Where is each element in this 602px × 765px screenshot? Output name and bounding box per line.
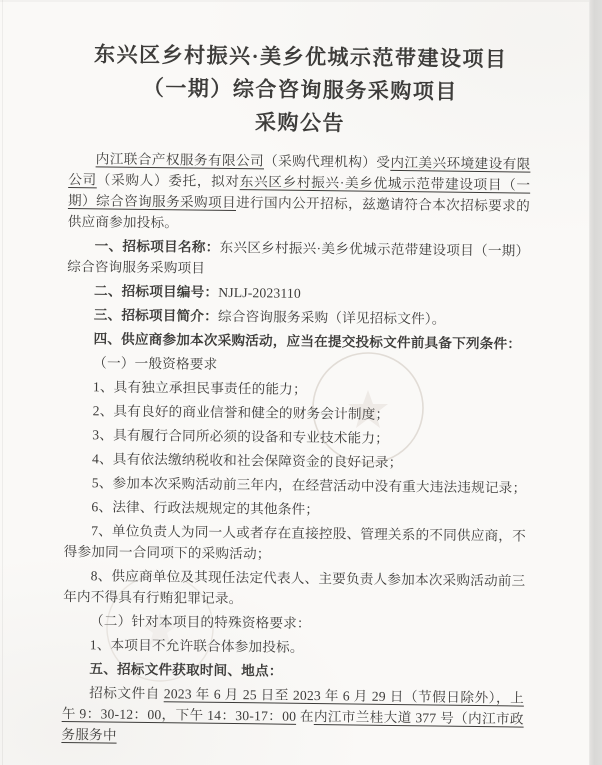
text-segment: NJLJ-2023110 bbox=[218, 284, 302, 301]
paragraph bbox=[64, 496, 526, 523]
document-content bbox=[61, 38, 532, 754]
paragraph bbox=[65, 424, 527, 451]
text-segment: 1、具有独立承担民事责任的能力； bbox=[92, 379, 307, 397]
paragraph bbox=[62, 634, 524, 661]
text-segment: （二）针对本项目的特殊资格要求： bbox=[89, 613, 311, 631]
text-segment: 内江美兴环境建设有限公司 bbox=[68, 154, 531, 188]
text-segment: 五、招标文件获取时间、地点： bbox=[89, 661, 283, 679]
paragraph bbox=[64, 520, 526, 568]
paragraph bbox=[63, 565, 525, 613]
paragraph bbox=[67, 235, 529, 283]
paragraph bbox=[66, 304, 528, 331]
text-segment: （采购人）委托，拟对 bbox=[96, 172, 240, 190]
paragraph bbox=[68, 148, 531, 238]
text-segment: 5、参加本次采购活动前三年内，在经营活动中没有重大违法违规记录； bbox=[91, 475, 527, 496]
text-segment: 一、招标项目名称： bbox=[94, 238, 220, 255]
text-segment: 6、法律、行政法规规定的其他条件； bbox=[91, 499, 320, 518]
text-segment: 4、具有依法缴纳税收和社会保障资金的良好记录； bbox=[91, 451, 403, 471]
text-segment: 8、供应商单位及其现任法定代表人、主要负责人参加本次采购活动前三年内不得具有行贿犯罪记录。 bbox=[63, 568, 526, 607]
text-segment: 东兴区乡村振兴·美乡优城示范带建设项目（一期）综合咨询服务采购项目 bbox=[67, 174, 531, 211]
paragraph bbox=[66, 328, 528, 355]
text-segment: 1、本项目不允许联合体参加投标。 bbox=[89, 637, 304, 655]
text-segment: 东兴区乡村振兴·美乡优城示范带建设项目（一期）综合咨询服务采购项目 bbox=[67, 239, 530, 276]
text-segment: 内江市兰桂大道 377 号（内江市政务服务中 bbox=[61, 709, 524, 743]
text-segment: 三、招标项目简介： bbox=[93, 307, 219, 324]
page-left-edge-shadow bbox=[2, 0, 3, 765]
page-title bbox=[69, 38, 532, 143]
text-segment: 二、招标项目编号： bbox=[94, 283, 219, 300]
document-body bbox=[61, 148, 530, 751]
title-line: 东兴区乡村振兴·美乡优城示范带建设项目 bbox=[93, 42, 508, 72]
page-right-edge-shadow bbox=[589, 0, 602, 765]
text-segment: 7、单位负责人为同一人或者存在直接控股、管理关系的不同供应商，不得参加同一合同项下的采购活动； bbox=[63, 523, 527, 562]
text-segment: 2、具有良好的商业信誉和健全的财务会计制度； bbox=[92, 403, 390, 422]
paragraph bbox=[64, 472, 526, 499]
title-line: 采购公告 bbox=[254, 110, 346, 136]
paragraph bbox=[65, 448, 527, 475]
text-segment: 在 bbox=[296, 708, 314, 725]
paragraph bbox=[66, 376, 528, 403]
text-segment: 3、具有履行合同所必须的设备和专业技术能力； bbox=[92, 427, 390, 446]
text-segment: 内江联合产权服务有限公司 bbox=[95, 151, 265, 169]
paragraph bbox=[62, 658, 524, 685]
paragraph bbox=[61, 682, 524, 751]
text-segment: 四、供应商参加本次采购活动，应当在提交投标文件前具备下列条件： bbox=[93, 331, 522, 352]
paragraph bbox=[65, 400, 527, 427]
page-top-edge-shadow bbox=[0, 0, 590, 2]
text-segment: 招标文件自 bbox=[89, 685, 164, 702]
paragraph bbox=[67, 280, 529, 307]
paragraph bbox=[63, 610, 525, 637]
text-segment: 进行国内公开招标，兹邀请符合本次招标要求的供应商参加投标。 bbox=[67, 195, 531, 231]
text-segment: （采购代理机构）受 bbox=[264, 153, 391, 170]
paragraph bbox=[66, 352, 528, 379]
title-line: （一期）综合咨询服务采购项目 bbox=[142, 75, 459, 104]
text-segment: 综合咨询服务采购（详见招标文件）。 bbox=[217, 308, 446, 327]
text-segment: （一）一般资格要求 bbox=[93, 355, 218, 372]
text-segment: 2023 年 6 月 25 日至 2023 年 6 月 29 日（节假日除外），上午 9：30-12：00，下午 14：30-17：00 bbox=[61, 686, 525, 724]
